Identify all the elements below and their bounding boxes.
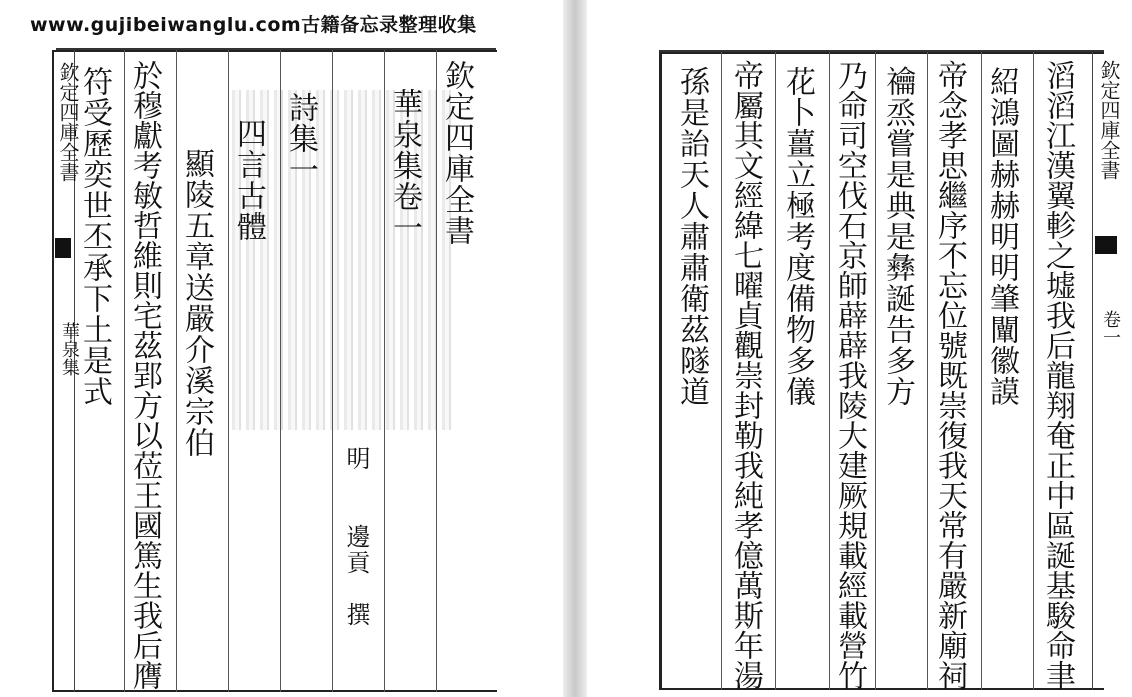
column-rule bbox=[721, 52, 722, 690]
column-rule bbox=[981, 52, 982, 690]
fish-tail-mark bbox=[1095, 236, 1117, 254]
text-column: 紹鴻圖赫赫明明肇闡徽謨 bbox=[984, 66, 1019, 407]
column-rule bbox=[176, 50, 177, 692]
text-column: 花卜薑立極考度備物多儀 bbox=[780, 66, 815, 407]
watermark: www.gujibeiwanglu.com古籍备忘录整理收集 bbox=[30, 14, 477, 36]
author-line: 明 邊貢 撰 bbox=[342, 446, 370, 628]
right-page bbox=[587, 0, 1132, 697]
left-page bbox=[0, 0, 563, 697]
column-rule bbox=[332, 50, 333, 692]
poem-title: 顯陵五章送嚴介溪宗伯 bbox=[179, 148, 214, 458]
book-title: 欽定四庫全書 bbox=[439, 60, 474, 246]
column-rule bbox=[280, 50, 281, 692]
fold-title: 欽定四庫全書 bbox=[56, 62, 80, 182]
text-column: 符受歷奕世丕承下土是式 bbox=[77, 66, 112, 407]
fold-label: 卷一 bbox=[1100, 310, 1121, 346]
fold-title: 欽定四庫全書 bbox=[1097, 60, 1121, 180]
section-title: 詩集一 bbox=[283, 92, 318, 185]
column-rule bbox=[875, 52, 876, 690]
column-rule bbox=[775, 52, 776, 690]
column-rule bbox=[829, 52, 830, 690]
fold-label: 華泉集 bbox=[59, 322, 80, 376]
fish-tail-mark bbox=[55, 238, 71, 258]
column-rule bbox=[228, 50, 229, 692]
column-rule bbox=[436, 50, 437, 692]
text-column: 於穆獻考敏哲維則宅茲郢方以莅王國篤生我后膺 bbox=[127, 60, 162, 690]
text-column: 帝屬其文經緯七曜貞觀崇封勒我純孝億萬斯年湯 bbox=[728, 60, 763, 690]
text-column: 禴烝嘗是典是彝誕告多方 bbox=[880, 66, 915, 407]
subsection-title: 四言古體 bbox=[231, 118, 266, 242]
text-column: 孫是詒天人肅肅衛茲隧道 bbox=[674, 66, 709, 407]
text-column: 乃命司空伐石京師薜薜我陵大建厥規載經載營竹 bbox=[832, 60, 867, 690]
text-column: 滔滔江漢翼軫之墟我后龍翔奄正中區誕基駿命聿 bbox=[1040, 60, 1075, 690]
column-rule bbox=[927, 52, 928, 690]
text-column: 帝念孝思繼序不忘位號既崇復我天常有嚴新廟祠 bbox=[932, 60, 967, 690]
volume-title: 華泉集卷一 bbox=[387, 88, 422, 243]
column-rule bbox=[124, 50, 125, 692]
column-rule bbox=[1033, 52, 1034, 690]
column-rule bbox=[384, 50, 385, 692]
book-spine bbox=[563, 0, 587, 697]
